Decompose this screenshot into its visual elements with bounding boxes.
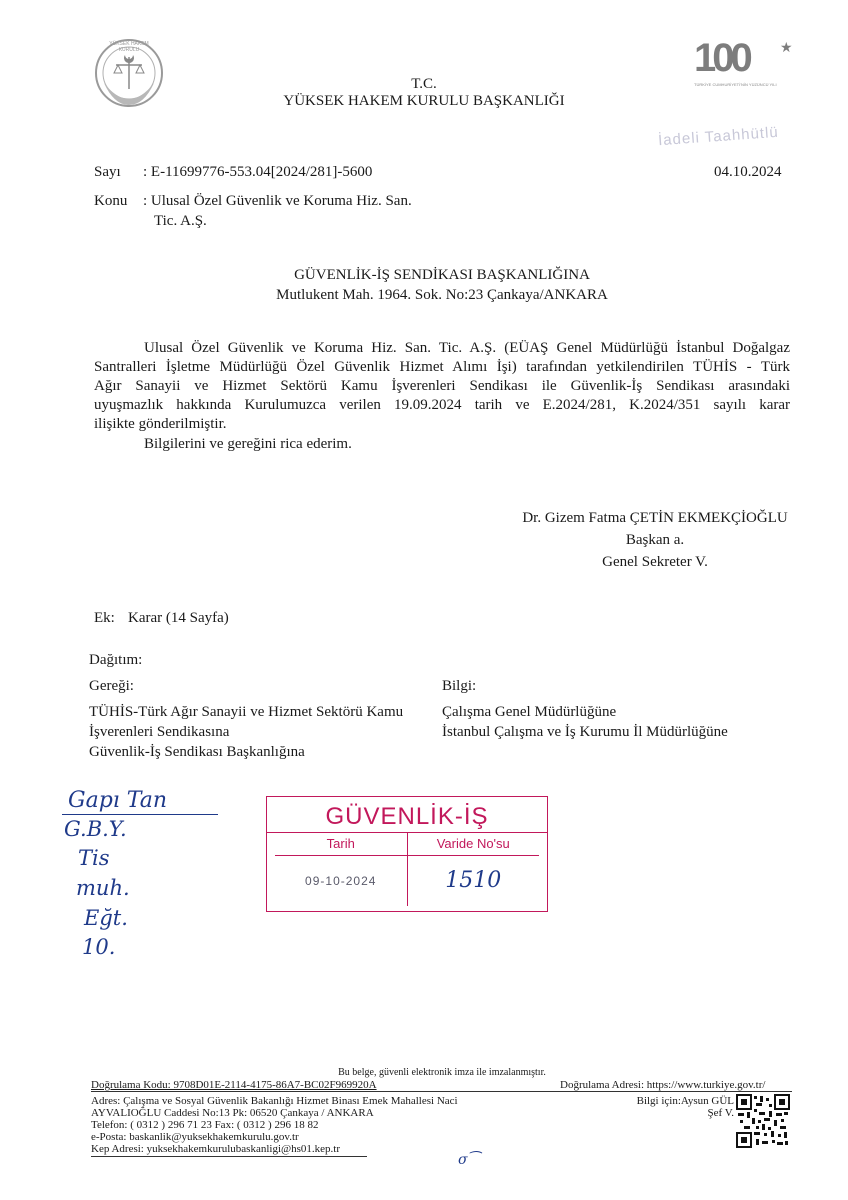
- handwritten-line-6: 10.: [82, 935, 116, 959]
- document-date: 04.10.2024: [714, 164, 782, 180]
- footer-email: e-Posta: baskanlik@yuksekhakemkurulu.gov.tr: [91, 1131, 299, 1143]
- body-line-5: ilişikte gönderilmiştir.: [94, 416, 227, 432]
- receipt-number-value: 1510: [445, 868, 502, 893]
- recipient-address: Mutlukent Mah. 1964. Sok. No:23 Çankaya/ANKARA: [276, 287, 608, 303]
- handwritten-line-3: Tis: [78, 846, 110, 870]
- konu-line2: Tic. A.Ş.: [154, 213, 207, 229]
- handwritten-line-2: G.B.Y.: [64, 817, 127, 841]
- body-line-3: Ağır Sanayii ve Hizmet Sektörü Kamu İşverenleri Sendikası ile Güvenlik-İş Sendikası arasındaki: [94, 378, 790, 394]
- body-line-2: Santralleri İşletme Müdürlüğü Özel Güvenlik Hizmet Alımı İşi) tarafından yetkilendirilen TÜHİS - Türk: [94, 359, 790, 375]
- distribution-title: Dağıtım:: [89, 652, 143, 668]
- handwritten-notes: [62, 788, 222, 961]
- handwritten-line-5: Eğt.: [84, 906, 128, 930]
- sayi-label: Sayı: [94, 164, 121, 180]
- footer-divider: [91, 1091, 792, 1092]
- bilgi-list: [442, 703, 822, 742]
- verification-address: Doğrulama Adresi: https://www.turkiye.gov.tr/: [560, 1079, 766, 1091]
- info-title: Şef V.: [707, 1107, 734, 1119]
- footer-address-1: Adres: Çalışma ve Sosyal Güvenlik Bakanlığı Hizmet Binası Emek Mahallesi Naci: [91, 1095, 458, 1107]
- receipt-col-number: Varide No'su: [436, 836, 510, 851]
- body-line-1: Ulusal Özel Güvenlik ve Koruma Hiz. San. Tic. A.Ş. (EÜAŞ Genel Müdürlüğü İstanbul Doğalgaz: [144, 340, 790, 356]
- receipt-stamp: [266, 796, 548, 912]
- handwritten-line-1: Gapı Tan: [62, 788, 218, 815]
- footer-address-2: AYVALIOĞLU Caddesi No:13 Pk: 06520 Çankaya / ANKARA: [91, 1107, 374, 1119]
- centennial-number: 100: [694, 36, 749, 80]
- header-institution: YÜKSEK HAKEM KURULU BAŞKANLIĞI: [283, 93, 565, 109]
- gerecgi-item: TÜHİS-Türk Ağır Sanayii ve Hizmet Sektörü Kamu: [89, 704, 404, 720]
- verification-code: Doğrulama Kodu: 9708D01E-2114-4175-86A7-BC02F969920A: [91, 1079, 377, 1091]
- receipt-stamp-title: GÜVENLİK-İŞ: [267, 797, 547, 833]
- emblem-caption: YÜKSEK HAKEM KURULU: [109, 41, 149, 53]
- bilgi-item: İstanbul Çalışma ve İş Kurumu İl Müdürlüğüne: [442, 724, 728, 740]
- footer-phone: Telefon: ( 0312 ) 296 71 23 Fax: ( 0312 ) 296 18 82: [91, 1119, 319, 1131]
- handwritten-line-4: muh.: [76, 876, 130, 900]
- gerecgi-item: Güvenlik-İş Sendikası Başkanlığına: [89, 744, 305, 760]
- konu-label: Konu: [94, 193, 128, 209]
- signatory-title2: Genel Sekreter V.: [602, 554, 708, 570]
- delivery-stamp: İadeli Taahhütlü: [657, 123, 780, 150]
- gerecgi-label: Gereği:: [89, 678, 134, 694]
- attachment-value: Karar (14 Sayfa): [128, 610, 229, 626]
- receipt-date-value: 09-10-2024: [275, 856, 408, 906]
- esign-note: Bu belge, güvenli elektronik imza ile imzalanmıştır.: [338, 1067, 546, 1078]
- header-tc: T.C.: [411, 76, 437, 92]
- attachment-label: Ek:: [94, 610, 115, 626]
- receipt-col-date: Tarih: [275, 833, 408, 855]
- centennial-caption: TÜRKİYE CUMHURİYETİ'NİN YÜZÜNCÜ YILI: [694, 82, 777, 87]
- signatory-title1: Başkan a.: [625, 532, 685, 548]
- footer-info: [614, 1095, 734, 1119]
- konu-line1: : Ulusal Özel Güvenlik ve Koruma Hiz. San.: [143, 193, 412, 209]
- signatory-name: Dr. Gizem Fatma ÇETİN EKMEKÇİOĞLU: [522, 510, 788, 526]
- footer-contact: [91, 1095, 611, 1155]
- qr-code-icon: [736, 1094, 790, 1148]
- sayi-value: : E-11699776-553.04[2024/281]-5600: [143, 164, 373, 180]
- star-icon: ★: [780, 41, 793, 56]
- gerecgi-item: İşverenleri Sendikasına: [89, 724, 230, 740]
- initials-mark: σ⁀: [458, 1152, 479, 1168]
- bilgi-item: Çalışma Genel Müdürlüğüne: [442, 704, 617, 720]
- bilgi-label: Bilgi:: [442, 678, 477, 694]
- body-line-4: uyuşmazlık hakkında Kurulumuzca verilen 19.09.2024 tarih ve E.2024/281, K.2024/351 sayılı karar: [94, 397, 790, 413]
- gerecgi-list: [89, 703, 439, 762]
- body-closing: Bilgilerini ve gereğini rica ederim.: [144, 436, 352, 452]
- recipient-name: GÜVENLİK-İŞ SENDİKASI BAŞKANLIĞINA: [294, 267, 590, 283]
- info-contact: Bilgi için:Aysun GÜL: [636, 1095, 734, 1107]
- footer-kep: Kep Adresi: yuksekhakemkurulubaskanligi@hs01.kep.tr: [91, 1143, 341, 1155]
- kep-underline: [91, 1156, 367, 1157]
